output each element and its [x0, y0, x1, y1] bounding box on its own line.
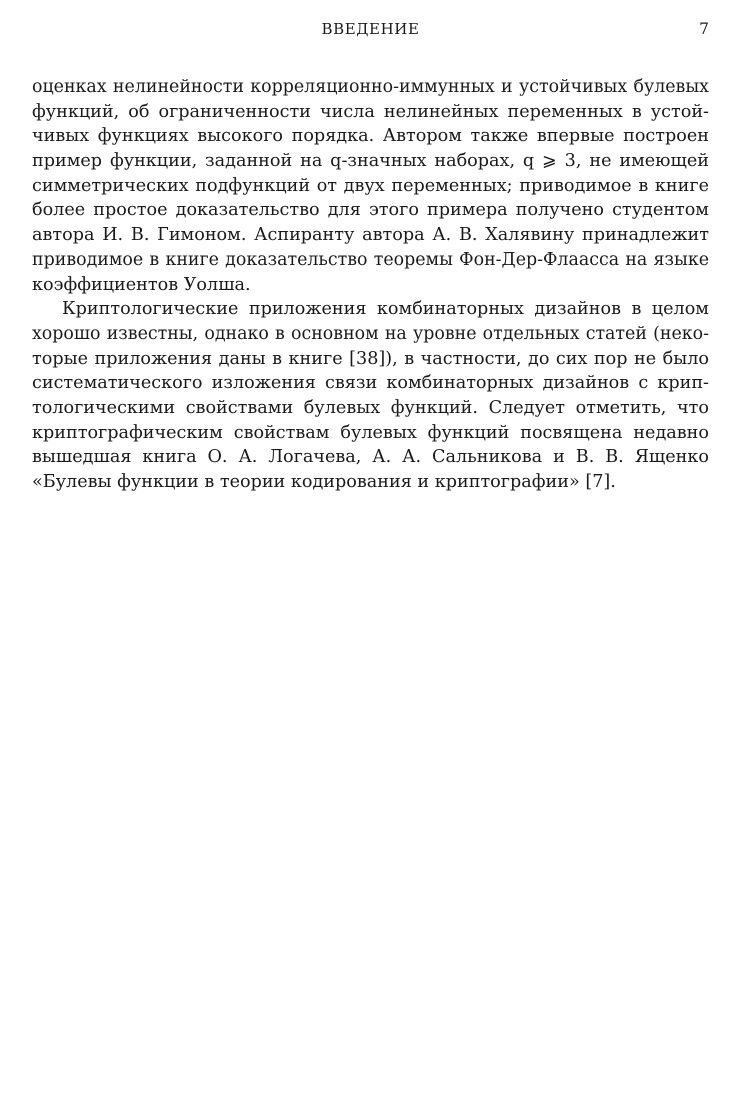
text-line: симметрических подфункций от двух переменных; приводимое в книге — [32, 175, 709, 196]
body-text — [32, 75, 709, 495]
running-header — [32, 20, 709, 42]
text-line: «Булевы функции в теории кодирования и криптографии» [7]. — [32, 472, 616, 492]
chapter-title: ВВЕДЕНИЕ — [321, 20, 420, 38]
text-line: чивых функциях высокого порядка. Автором также впервые построен — [32, 126, 709, 147]
text-line: криптографическим свойствам булевых функций посвящена недавно — [32, 422, 709, 443]
text-line: оценках нелинейности корреляционно-иммунных и устойчивых булевых — [32, 77, 709, 97]
paragraph-1 — [32, 75, 709, 297]
text-line: вышедшая книга О. А. Логачева, А. А. Сальникова и В. В. Ященко — [32, 447, 709, 468]
text-line: систематического изложения связи комбинаторных дизайнов с крип- — [32, 373, 709, 394]
text-line: приводимое в книге доказательство теоремы Фон-Дер-Флаасса на языке — [32, 249, 709, 270]
text-line: Криптологические приложения комбинаторных дизайнов в целом — [62, 299, 709, 320]
text-line: более простое доказательство для этого примера получено студентом — [32, 200, 709, 221]
text-line: автора И. В. Гимоном. Аспиранту автора А. В. Халявину принадлежит — [32, 225, 709, 246]
text-line: торые приложения даны в книге [38]), в частности, до сих пор не было — [32, 348, 709, 369]
text-line: хорошо известны, однако в основном на уровне отдельных статей (неко- — [32, 323, 709, 344]
text-line: пример функции, заданной на q-значных наборах, q ⩾ 3, не имеющей — [32, 151, 709, 172]
text-line: тологическими свойствами булевых функций. Следует отметить, что — [32, 397, 709, 418]
text-line: функций, об ограниченности числа нелинейных переменных в устой- — [32, 101, 709, 122]
page-number: 7 — [699, 20, 709, 38]
paragraph-2 — [32, 297, 709, 495]
text-line: коэффициентов Уолша. — [32, 274, 251, 295]
